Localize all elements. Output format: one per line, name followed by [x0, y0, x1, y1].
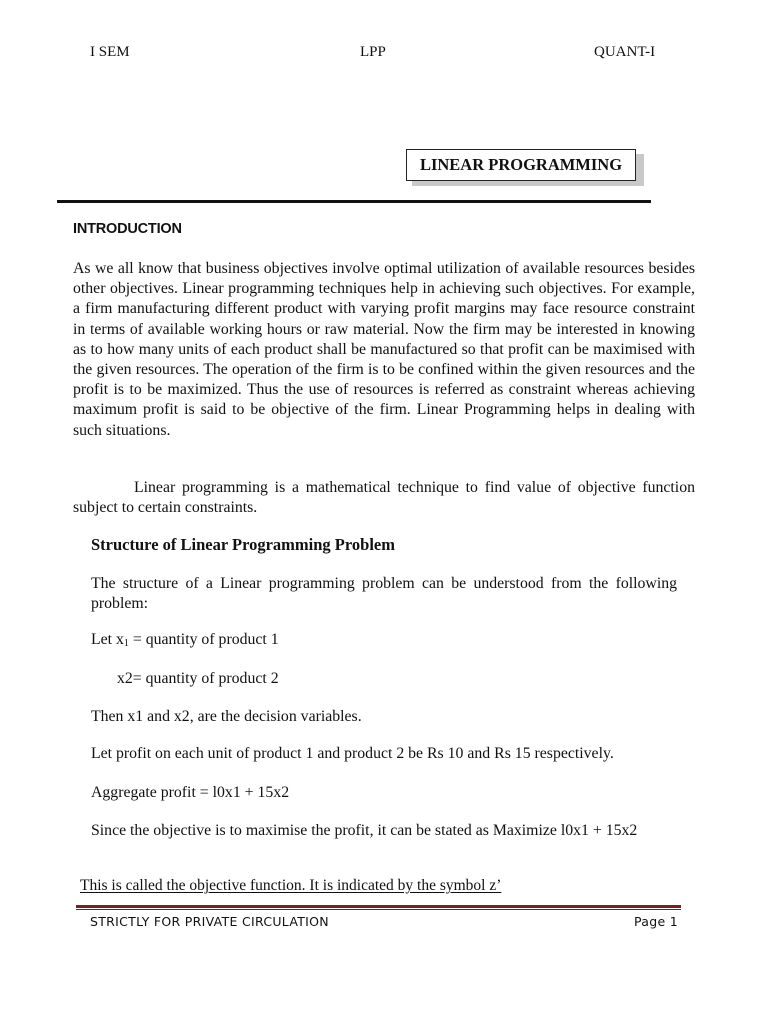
- objective-function-callout: This is called the objective function. It is indicated by the symbol z’: [80, 877, 502, 894]
- introduction-heading: INTRODUCTION: [73, 221, 182, 237]
- header-course: QUANT-I: [594, 44, 656, 60]
- title-divider: [57, 200, 651, 203]
- let-x1-line: [91, 631, 279, 649]
- structure-heading: Structure of Linear Programming Problem: [91, 535, 395, 554]
- let-x1-subscript: 1: [123, 638, 129, 649]
- let-x2-line: x2= quantity of product 2: [117, 670, 279, 687]
- title-box: [406, 149, 644, 185]
- profit-line: Let profit on each unit of product 1 and product 2 be Rs 10 and Rs 15 respectively.: [91, 745, 614, 762]
- page-number: Page 1: [634, 914, 678, 929]
- header-semester: I SEM: [90, 44, 130, 60]
- page-title: LINEAR PROGRAMMING: [406, 149, 636, 181]
- footer-circulation-note: STRICTLY FOR PRIVATE CIRCULATION: [90, 914, 329, 929]
- definition-paragraph: Linear programming is a mathematical technique to find value of objective function subject to certain constraints.: [73, 479, 695, 517]
- introduction-paragraph: As we all know that business objectives involve optimal utilization of available resources besides other objectives. Linear programming techniques help in achieving such objectives. For example, a firm manufacturing different product with varying profit margins may face resource constraint in terms of available working hours or raw material. Now the firm may be interested in knowing as to how many units of each product shall be manufactured so that profit can be maximised with the given resources. The operation of the firm is to be confined within the given resources and the profit is to be maximized. Thus the use of resources is referred as constraint whereas achieving maximum profit is said to be objective of the firm. Linear Programming helps in dealing with such situations.: [73, 260, 695, 439]
- footer-rule-thick: [76, 905, 681, 908]
- structure-intro: The structure of a Linear programming problem can be understood from the following problem:: [91, 575, 677, 613]
- decision-variables-line: Then x1 and x2, are the decision variables.: [91, 708, 362, 725]
- header-subject: LPP: [360, 44, 386, 60]
- let-x1-suffix: = quantity of product 1: [128, 631, 279, 648]
- footer-rule-thin: [76, 909, 681, 910]
- aggregate-profit-line: Aggregate profit = l0x1 + 15x2: [91, 784, 290, 801]
- maximize-line: Since the objective is to maximise the profit, it can be stated as Maximize l0x1 + 15x2: [91, 822, 638, 839]
- let-x1-prefix: Let x: [91, 631, 124, 648]
